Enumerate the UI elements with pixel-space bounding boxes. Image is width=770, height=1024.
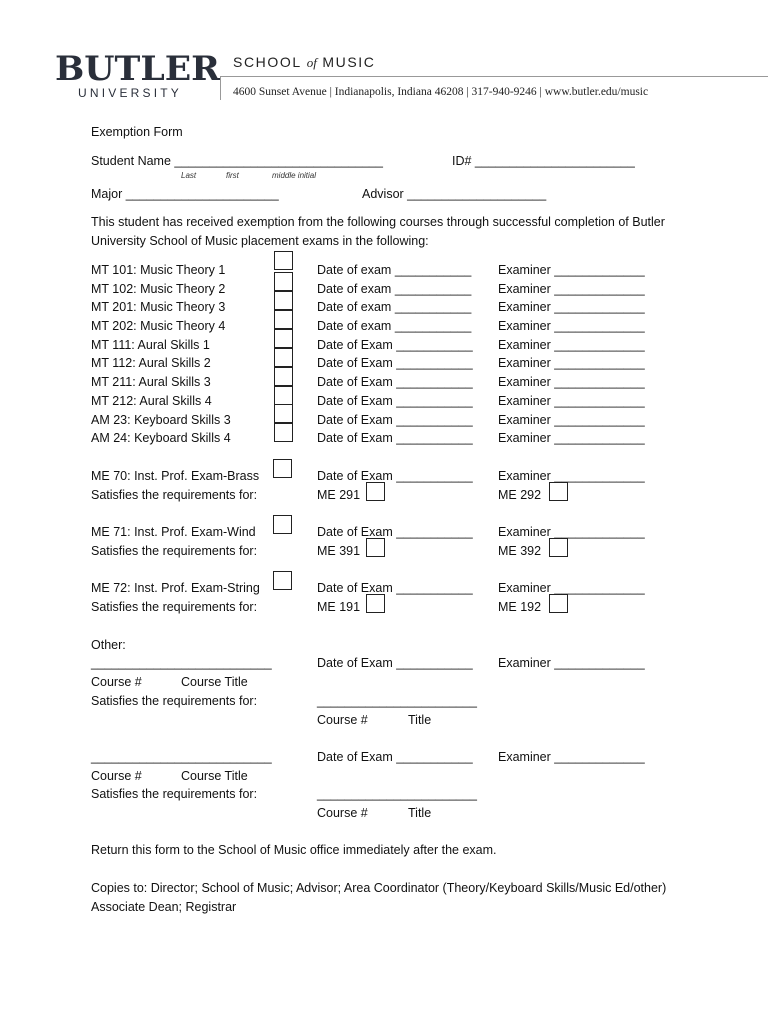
course-checkbox-mt111[interactable] [274, 329, 293, 348]
examiner-field[interactable]: Examiner _____________ [498, 525, 645, 539]
proficiency-checkbox-wind[interactable] [273, 515, 292, 534]
course-checkbox-am24[interactable] [274, 423, 293, 442]
requirement-checkbox-me192[interactable] [549, 594, 568, 613]
examiner-field[interactable]: Examiner _____________ [498, 581, 645, 595]
course-number-label: Course # [91, 675, 142, 689]
sublabel-last: Last [181, 171, 197, 180]
course-checkbox-am23[interactable] [274, 404, 293, 423]
course-name: AM 23: Keyboard Skills 3 [91, 413, 231, 427]
course-name: MT 102: Music Theory 2 [91, 282, 226, 296]
course-title-label: Course Title [181, 769, 248, 783]
date-of-exam-field[interactable]: Date of Exam ___________ [317, 375, 473, 389]
date-of-exam-field[interactable]: Date of Exam ___________ [317, 394, 473, 408]
proficiency-exam-name: ME 72: Inst. Prof. Exam-String [91, 581, 260, 595]
form-title: Exemption Form [91, 125, 183, 139]
examiner-field[interactable]: Examiner _____________ [498, 356, 645, 370]
date-of-exam-field[interactable]: Date of Exam ___________ [317, 469, 473, 483]
date-of-exam-field[interactable]: Date of Exam ___________ [317, 750, 473, 764]
examiner-field[interactable]: Examiner _____________ [498, 431, 645, 445]
examiner-field[interactable]: Examiner _____________ [498, 282, 645, 296]
copies-to-line1: Copies to: Director; School of Music; Advisor; Area Coordinator (Theory/Keyboard Skills/Music Ed/other) [91, 881, 667, 895]
sublabel-first: first [226, 171, 239, 180]
date-of-exam-field[interactable]: Date of exam ___________ [317, 319, 472, 333]
course-checkbox-mt101[interactable] [274, 251, 293, 270]
date-of-exam-field[interactable]: Date of exam ___________ [317, 263, 472, 277]
satisfies-label: Satisfies the requirements for: [91, 787, 258, 801]
intro-text-line2: University School of Music placement exams in the following: [91, 234, 429, 248]
requirement-checkbox-me191[interactable] [366, 594, 385, 613]
course-name: MT 111: Aural Skills 1 [91, 338, 210, 352]
header-vertical-divider [220, 76, 221, 100]
course-name: MT 112: Aural Skills 2 [91, 356, 211, 370]
course-checkbox-mt102[interactable] [274, 272, 293, 291]
course-name: AM 24: Keyboard Skills 4 [91, 431, 231, 445]
satisfies-label: Satisfies the requirements for: [91, 600, 258, 614]
major-field[interactable]: Major ______________________ [91, 187, 279, 201]
school-of-music-title: SCHOOL of MUSIC [233, 54, 376, 70]
satisfies-label: Satisfies the requirements for: [91, 488, 258, 502]
course-checkbox-mt201[interactable] [274, 291, 293, 310]
requirement-checkbox-me392[interactable] [549, 538, 568, 557]
date-of-exam-field[interactable]: Date of exam ___________ [317, 300, 472, 314]
date-of-exam-field[interactable]: Date of Exam ___________ [317, 656, 473, 670]
requirement-number-label: Course # [317, 713, 368, 727]
examiner-field[interactable]: Examiner _____________ [498, 300, 645, 314]
butler-logo: BUTLER [55, 49, 221, 89]
proficiency-exam-name: ME 70: Inst. Prof. Exam-Brass [91, 469, 260, 483]
proficiency-exam-name: ME 71: Inst. Prof. Exam-Wind [91, 525, 256, 539]
requirement-course: ME 292 [498, 488, 542, 502]
examiner-field[interactable]: Examiner _____________ [498, 263, 645, 277]
examiner-field[interactable]: Examiner _____________ [498, 656, 645, 670]
date-of-exam-field[interactable]: Date of Exam ___________ [317, 413, 473, 427]
course-name: MT 201: Music Theory 3 [91, 300, 226, 314]
advisor-field[interactable]: Advisor ____________________ [362, 187, 547, 201]
course-checkbox-mt212[interactable] [274, 386, 293, 405]
course-checkbox-mt211[interactable] [274, 367, 293, 386]
student-id-field[interactable]: ID# _______________________ [452, 154, 635, 168]
other-label: Other: [91, 638, 126, 652]
date-of-exam-field[interactable]: Date of Exam ___________ [317, 338, 473, 352]
examiner-field[interactable]: Examiner _____________ [498, 394, 645, 408]
date-of-exam-field[interactable]: Date of Exam ___________ [317, 525, 473, 539]
examiner-field[interactable]: Examiner _____________ [498, 319, 645, 333]
header-divider [220, 76, 768, 77]
satisfies-label: Satisfies the requirements for: [91, 544, 258, 558]
university-wordmark: UNIVERSITY [78, 86, 183, 100]
date-of-exam-field[interactable]: Date of exam ___________ [317, 282, 472, 296]
examiner-field[interactable]: Examiner _____________ [498, 338, 645, 352]
requirement-course: ME 392 [498, 544, 542, 558]
course-title-label: Course Title [181, 675, 248, 689]
requirement-course: ME 391 [317, 544, 361, 558]
course-name: MT 211: Aural Skills 3 [91, 375, 211, 389]
date-of-exam-field[interactable]: Date of Exam ___________ [317, 356, 473, 370]
requirement-field[interactable]: _______________________ [317, 787, 477, 801]
examiner-field[interactable]: Examiner _____________ [498, 469, 645, 483]
requirement-field[interactable]: _______________________ [317, 694, 477, 708]
course-checkbox-mt202[interactable] [274, 310, 293, 329]
proficiency-checkbox-string[interactable] [273, 571, 292, 590]
other-course-field[interactable]: __________________________ [91, 750, 272, 764]
requirement-title-label: Title [408, 806, 432, 820]
sublabel-middle-initial: middle initial [272, 171, 317, 180]
other-course-field[interactable]: __________________________ [91, 656, 272, 670]
requirement-course: ME 291 [317, 488, 361, 502]
course-name: MT 101: Music Theory 1 [91, 263, 226, 277]
intro-text-line1: This student has received exemption from the following courses through successful completion of Butler [91, 215, 665, 229]
requirement-title-label: Title [408, 713, 432, 727]
satisfies-label: Satisfies the requirements for: [91, 694, 258, 708]
return-instructions: Return this form to the School of Music office immediately after the exam. [91, 843, 497, 857]
date-of-exam-field[interactable]: Date of Exam ___________ [317, 581, 473, 595]
course-name: MT 212: Aural Skills 4 [91, 394, 212, 408]
examiner-field[interactable]: Examiner _____________ [498, 750, 645, 764]
examiner-field[interactable]: Examiner _____________ [498, 375, 645, 389]
school-address: 4600 Sunset Avenue | Indianapolis, Indiana 46208 | 317-940-9246 | www.butler.edu/music [233, 86, 649, 98]
examiner-field[interactable]: Examiner _____________ [498, 413, 645, 427]
course-checkbox-mt112[interactable] [274, 348, 293, 367]
copies-to-line2: Associate Dean; Registrar [91, 900, 237, 914]
student-name-field[interactable]: Student Name ______________________________ [91, 154, 383, 168]
requirement-number-label: Course # [317, 806, 368, 820]
requirement-course: ME 192 [498, 600, 542, 614]
requirement-checkbox-me391[interactable] [366, 538, 385, 557]
proficiency-checkbox-brass[interactable] [273, 459, 292, 478]
requirement-checkbox-me292[interactable] [549, 482, 568, 501]
course-name: MT 202: Music Theory 4 [91, 319, 226, 333]
requirement-course: ME 191 [317, 600, 361, 614]
course-number-label: Course # [91, 769, 142, 783]
date-of-exam-field[interactable]: Date of Exam ___________ [317, 431, 473, 445]
requirement-checkbox-me291[interactable] [366, 482, 385, 501]
